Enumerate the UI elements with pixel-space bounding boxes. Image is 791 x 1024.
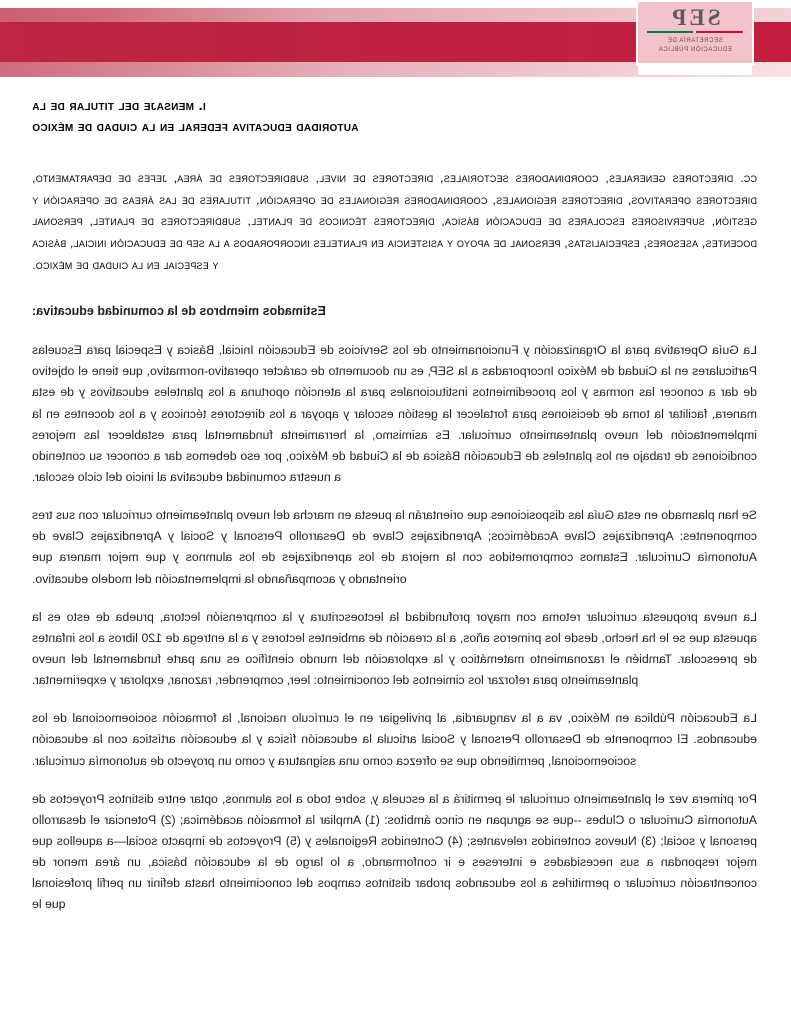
document-content [32,96,757,916]
sep-acronym: SEP [669,5,721,30]
sep-subtitle-line2: EDUCACIÓN PÚBLICA [658,46,732,53]
body-paragraph-2: Se han plasmado en esta Guía las disposiciones que orientarán la puesta en marcha del nuevo planteamiento curricular con sus tres componentes: Aprendizajes Clave Académicos; Aprendizajes Clave de Desarrollo Personal y Social y Aprendizajes Clave de Autonomía Curricular. Estamos comprometidos con la mejora de los aprendizajes de los alumnos y que mejor manera que orientando y acompañando la implementación del modelo educativo. [32,508,757,586]
greeting-line: Estimados miembros de la comunidad educativa: [32,303,326,318]
red-rule-icon [697,31,744,33]
logo-plate-foot [638,63,752,75]
page-title-line-2: autoridad educativa federal en la ciudad de méxico [32,119,359,136]
sep-subtitle-line1: SECRETARÍA DE [667,38,723,44]
sep-logo-rules [647,31,743,34]
sep-logo [636,0,754,65]
body-paragraph-5: Por primera vez el planteamiento curricular le permitirá a la escuela y, sobre todo a los alumnos, optar entre distintos Proyectos de Autonomía Curricular o Clubes --que se agrupan en cinco ámbitos: (1) Ampliar la formación académica; (2) Potenciar el desarrollo personal y social; (3) Nuevos contenidos relevantes; (4) Contenidos Regionales y (5) Proyectos de impacto social—a aquellos que mejor respondan a sus necesidades e intereses e ir conformando, a lo largo de la educación básica, un área menor de concentración curricular o permitirles a los educandos probar distintos campos del conocimiento hasta definir un perfil profesional que le [32,791,757,912]
body-paragraph-3: La nueva propuesta curricular retoma con mayor profundidad la lectoescritura y la comprensión lectora, prueba de esto es la apuesta que se le ha hecho, desde los primeros años, a la creación de ambientes lectores y a la entrega de 120 libros a los infantes de preescolar. También el razonamiento matemático y la exploración del mundo científico es una parte fundamental del nuevo planteamiento para reforzar los cimientos del conocimiento: leer, comprender, razonar, explorar y experimentar. [32,609,757,688]
body-paragraph-1: La Guía Operativa para la Organización y Funcionamiento de los Servicios de Educación Inicial, Básica y Especial para Escuelas Particulares en la Ciudad de México Incorporadas a la SEP, es un documento de carácter operativo-normativo, que tiene el objetivo de dar a conocer las normas y los procedimientos institucionales para la atención oportuna a los planteles educativos y de esta manera, facilitar la toma de decisiones para fortalecer la gestión escolar y apoyar a los directores técnicos y a los docentes en la implementación del nuevo planteamiento curricular. Es asimismo, la herramienta fundamental para establecer las mejores condiciones de trabajo en los planteles de Educación Básica de la Ciudad de México, por eso debemos dar a conocer su contenido a nuestra comunidad educativa al inicio del ciclo escolar. [32,343,757,484]
green-rule-icon [647,31,694,33]
page-title-line-1: i. mensaje del titular de la [32,98,206,114]
body-paragraph-4: La Educación Pública en México, va a la vanguardia, al privilegiar en el currículo nacional, la formación socioemocional de los educandos. El componente de Desarrollo Personal y Social articula la educación física y la educación artística con la educación socioemocional, permitiendo que se ofrezca como una asignatura y como un proyecto de autonomía curricular. [32,711,757,768]
recipients-block: cc. directores generales, coordinadores sectoriales, directores de nivel, subdirectores de área, jefes de departamento, directores operativos, directores regionales, coordinadores regionales de operación, titulares de las áreas de operación y gestión, supervisores escolares de educación básica, directores técnicos de plantel, subdirectores de plantel, personal docentes, asesores, especialistas, personal de apoyo y asistencia en planteles incorporados a la sep de educación inicial, básica y especial en la ciudad de méxico. [32,171,757,272]
page-title [32,96,757,138]
